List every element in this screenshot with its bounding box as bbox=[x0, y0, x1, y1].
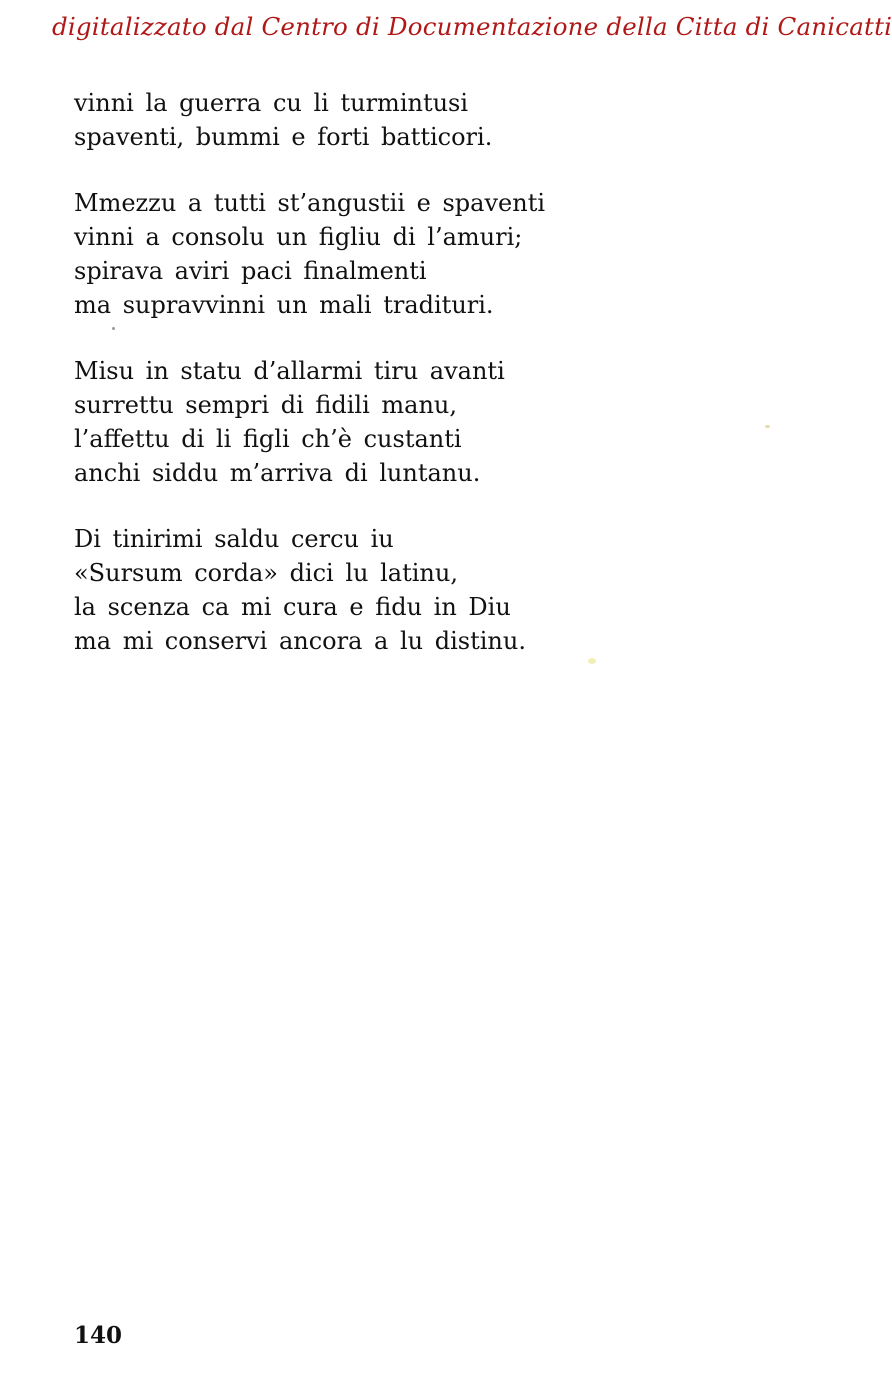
poem-line: vinni a consolu un figliu di l’amuri; bbox=[74, 223, 523, 251]
paper-speck bbox=[588, 658, 596, 664]
poem-line: Mmezzu a tutti st’angustii e spaventi bbox=[74, 189, 546, 217]
page-number: 140 bbox=[74, 1322, 123, 1349]
stanza-4 bbox=[74, 522, 714, 658]
stanza-1 bbox=[74, 86, 714, 154]
digitization-watermark: digitalizzato dal Centro di Documentazione della Citta di Canicatti bbox=[52, 12, 892, 41]
paper-speck bbox=[765, 425, 770, 428]
poem-line: ma mi conservi ancora a lu distinu. bbox=[74, 627, 526, 655]
poem-line: la scenza ca mi cura e fidu in Diu bbox=[74, 593, 511, 621]
poem-line: spaventi, bummi e forti batticori. bbox=[74, 123, 493, 151]
stanza-3 bbox=[74, 354, 714, 490]
poem-line: ma supravvinni un mali tradituri. bbox=[74, 291, 494, 319]
stanza-2 bbox=[74, 186, 714, 322]
poem-line: spirava aviri paci finalmenti bbox=[74, 257, 427, 285]
poem-line: Di tinirimi saldu cercu iu bbox=[74, 525, 394, 553]
poem-line: vinni la guerra cu li turmintusi bbox=[74, 89, 469, 117]
paper-speck bbox=[112, 327, 115, 330]
poem-line: surrettu sempri di fidili manu, bbox=[74, 391, 458, 419]
poem-body bbox=[74, 86, 714, 690]
poem-line: Misu in statu d’allarmi tiru avanti bbox=[74, 357, 505, 385]
poem-line: anchi siddu m’arriva di luntanu. bbox=[74, 459, 481, 487]
poem-line: «Sursum corda» dici lu latinu, bbox=[74, 559, 458, 587]
poem-line: l’affettu di li figli ch’è custanti bbox=[74, 425, 462, 453]
